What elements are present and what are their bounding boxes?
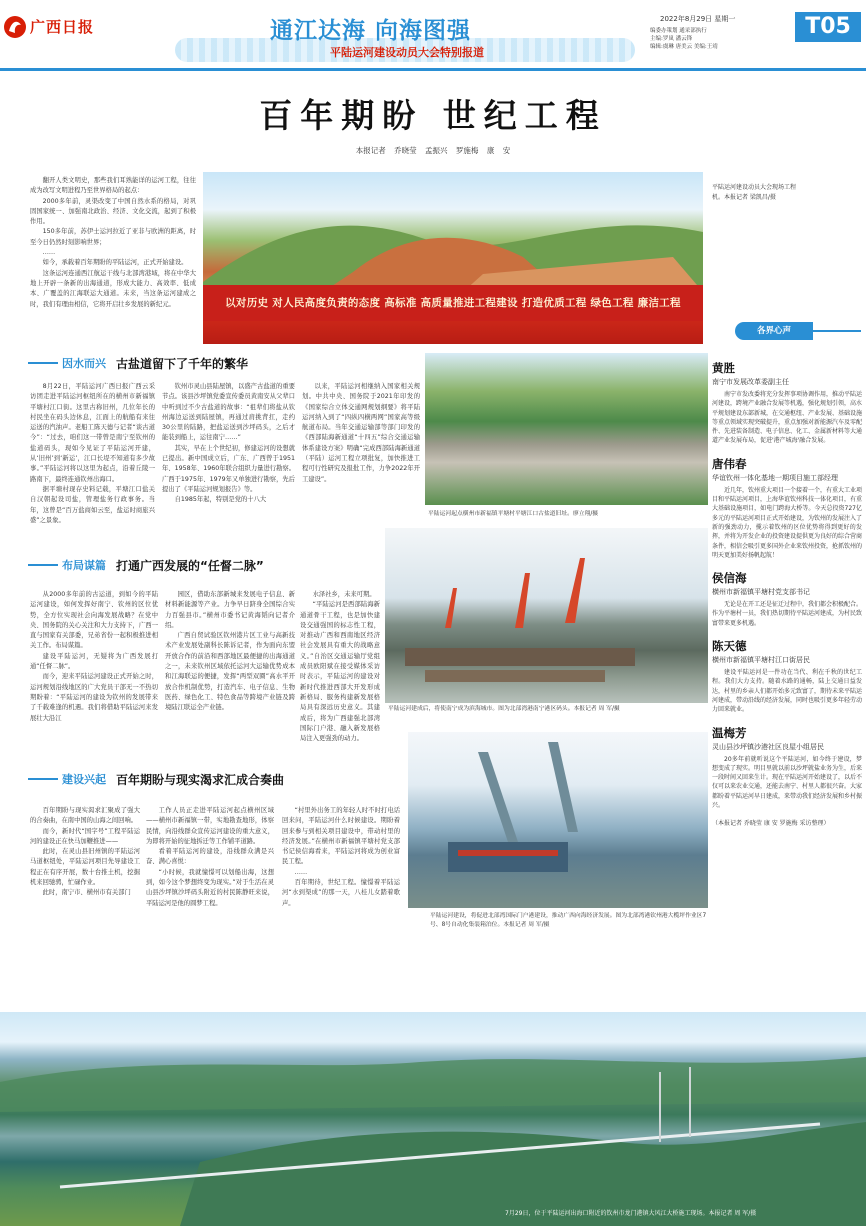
person-role: 横州市新福镇平塘村江口街居民 xyxy=(712,656,810,665)
container-terminal-photo xyxy=(408,732,708,908)
section-title: 百年期盼与现实渴求汇成合奏曲 xyxy=(116,772,285,787)
intro-paragraph: 如今，承载着百年期盼的平陆运河，正式开始建设。 xyxy=(42,259,188,267)
sidebar-badge: 各界心声 xyxy=(735,322,813,340)
paragraph: …… xyxy=(294,868,308,876)
logo-text: 广西日报 xyxy=(30,18,95,36)
article-column xyxy=(300,590,380,743)
intro-paragraph: 150多年前，苏伊士运河拉近了亚非与欧洲的距离，时至今日仍然时刻影响世界； xyxy=(30,228,196,246)
paragraph: 百年期盼与现实渴求汇聚成了强大的合奏曲，在南中国的山海之间回响。 xyxy=(30,807,140,825)
hero-banner: 以对历史 对人民高度负责的态度 高标准 高质量推进工程建设 打造优质工程 绿色工程 廉洁工程 xyxy=(203,285,703,321)
photo-caption: 平陆运河起点横州市新福镇平塘村平塘江口古盐道旧址。廖立翔/摄 xyxy=(428,511,599,517)
voice-entry xyxy=(712,360,862,446)
person-name: 陈天德 xyxy=(712,639,747,654)
person-quote: 南宁市发改委将充分发挥事项协调作用，推动平陆运河建设，跨境产业融合发展等机遇，强化规划引领，高水平规划建设东部新城，在交通枢纽、产业发展、基础设施等重点领域实现突破提升，重点加强对新能源汽车及零配件、先进装备制造、电子信息、化工、金属新材料等大通道产业发展布局，促进'港产城海'融合发展。 xyxy=(712,391,863,445)
voice-entry xyxy=(712,725,862,811)
person-name: 黄胜 xyxy=(712,361,735,375)
paragraph: 园区，借助东部新城来发展电子信息、新材料新能源等产业。力争早日跻身全国综合实力百强县市。”横州市委书记黄海韬向记者介绍。 xyxy=(165,591,295,629)
aerial-bridge-photo xyxy=(0,1012,866,1226)
logo-emblem-icon xyxy=(4,16,26,38)
town-photo xyxy=(425,353,708,505)
port-photo xyxy=(385,528,708,703)
intro-paragraph: 2000多年前，灵渠改变了中国自然水系的格局，对巩固国家统一、加强南北政治、经济、文化交流，起到了积极作用。 xyxy=(30,197,196,226)
section-rule xyxy=(28,564,58,566)
paragraph: 水泽社乡，未来可期。 xyxy=(312,591,376,598)
staff-credits xyxy=(650,27,790,51)
newspaper-logo xyxy=(4,14,104,40)
paragraph: 其实，早在上个世纪初，修建运河的设想就已提出。新中国成立后，广东、广西曾于1951年、1958年、1960年联合组织力量进行勘察。广西于1975年、1979年又单独进行勘察，先后提出了《平陆运河规划报告》等。 xyxy=(162,444,295,493)
person-role: 华谊钦州一体化基地一期项目施工部经理 xyxy=(712,473,838,482)
hero-photo xyxy=(203,172,703,344)
person-role: 灵山县沙坪镇沙港社区良屋小组居民 xyxy=(712,742,824,751)
paragraph: 从2000多年前的古运道，到如今的平陆运河建设，如何发挥好南宁、钦州的区位优势，全方位实现社会向海发展战略？在党中央、国务院的关心关注和大力支持下，广西一直与国家有关部委，兄弟省份一起积极推进相关工作。布局谋篇。 xyxy=(30,591,158,650)
voice-entry xyxy=(712,456,862,560)
paragraph: 百年期待，世纪工程。憧憬着平陆运河“水到渠成”的那一天，八桂儿女踏着歌声。 xyxy=(282,879,400,907)
voice-entry xyxy=(712,638,862,714)
person-quote: 近几年，钦州重大项目一个接着一个，有重大工业项目和平陆运河项目，上海华谊钦州科技一体化项目，有重大基础设施项目，如电门跨海大桥等。今天总投资727亿多元的平陆运河项目正式开始建设，为钦州的发展注入了新的强劲动力，揽示着钦州的区位优势将得到更好的发挥，并将为开发企业的投资建设提供更为良好的综合营商条件，相信会吸引更多国外企业来钦州投资，抢抓钦州的明天更加美好扬帆起航！ xyxy=(712,486,863,559)
paragraph: 建设平陆运河，无疑将为广西发展打通“任督二脉”。 xyxy=(30,652,158,671)
article-column xyxy=(30,590,158,750)
paragraph: 此时，在灵山县旧州镇的平陆运河马道枢纽处，平陆运河项目先导建设工程正在有序开展，数十台推土机，挖掘机来回驰骋，忙碌作业。 xyxy=(30,848,140,887)
section-tag: 因水而兴 xyxy=(62,357,106,370)
voice-entry xyxy=(712,570,862,628)
paragraph: 广西自贸试验区钦州港片区工业与高新技术产业发展处副科长陈诉记者，作为面向东盟开放合作的前沿和西部地区最便捷的出海通道之一，未来钦州区域依托运河大运输优势成本和江海联运的便捷，发挥“两型双圈”高水平开放合作机制优势，打造汽车、电子信息、生物医药、绿色化工、特色食品等跨境产业链及跨境陆江联运全产业链。 xyxy=(165,632,295,712)
article-column xyxy=(146,806,274,932)
staff-line: 编委办策划 通采部执行 xyxy=(650,28,707,34)
person-quote: 无论是在开工还是征迁过程中，我们都会积极配合。作为平塘村一员，我们热切期待平陆运河建成，为村民致富带来更多机遇。 xyxy=(712,601,863,627)
photo-caption: 平陆运河建设，将促进北部湾国际门户港建设，推动广西向海经济发展。图为北部湾港钦州港大榄坪作业区7号、8号自动化集装箱泊位。本报记者 周 军/摄 xyxy=(430,913,707,928)
paragraph: “村里外出务工的年轻人时不时打电话回来问，平陆运河什么时候建设。期盼着回来参与到相关项目建设中，带动村里的经济发展。”在横州市新福镇平塘村党支部书记侯信海看来，平陆运河将成为创业富民工程。 xyxy=(282,807,400,866)
main-headline: 百年期盼 世纪工程 xyxy=(259,96,607,135)
bridge-graphic xyxy=(0,1012,866,1226)
paragraph: “小时候，我就憧憬可以划船出海，这想到，如今这个梦想终变为现实。”对于生活在灵山县沙坪镇沙坪码头附近的村民陈静旺来说，平陆运河是他的圆梦工程。 xyxy=(146,868,274,907)
paragraph: 据平塘村现存史料记载，平塘江口盐关自汉朝起设司盐，管理盐务行政事务。当年，这曾是“百万盐商如云至，盐运时商旅兴盛”之景象。 xyxy=(30,485,155,524)
photo-caption: 平陆运河建成后，将使南宁成为滨海城市。图为北部湾港南宁港区码头。本报记者 周 军/摄 xyxy=(388,706,620,712)
article-column xyxy=(165,590,295,750)
article-column xyxy=(302,382,420,527)
section-tag: 建设兴起 xyxy=(62,773,106,786)
page-subtitle: 平陆运河建设动员大会特别报道 xyxy=(330,46,484,59)
masthead xyxy=(0,0,866,92)
section-rule xyxy=(28,362,58,364)
intro-text xyxy=(30,176,196,344)
hill-graphic xyxy=(203,202,703,292)
staff-line: 主编:罗岚 潘云锋 xyxy=(650,36,693,42)
person-role: 南宁市发展改革委副主任 xyxy=(712,378,789,386)
paragraph: 而今，新时代“国字号”工程平陆运河的建设正在快马加鞭推进—— xyxy=(30,827,140,845)
sidebar-voices xyxy=(712,360,862,1010)
badge-rule xyxy=(813,330,861,332)
intro-paragraph: …… xyxy=(42,249,56,257)
section-1-header xyxy=(62,353,248,373)
paragraph: 看着平陆运河的建设，沿线群众满是兴奋、满心喜悦： xyxy=(146,848,274,866)
masthead-rule xyxy=(0,68,866,71)
paragraph: 工作人员正走进平陆运河起点横州区域——横州市新福镇一带，实地勘查地形，体察民情，向沿线群众宣传运河建设的重大意义，为即将开始的征地拆迁等工作铺平道路。 xyxy=(146,807,274,845)
person-role: 横州市新福镇平塘村党支部书记 xyxy=(712,588,810,597)
article-column xyxy=(162,382,295,542)
intro-paragraph: 翻开人类文明史，那些我们耳熟能详的运河工程，往往成为改写文明进程乃至世界格局的起点： xyxy=(30,177,196,195)
person-name: 唐伟春 xyxy=(712,456,747,471)
section-rule xyxy=(28,778,58,780)
paragraph: “平陆运河是西部陆海新通道骨干工程，也是加快建设交通强国的标志性工程，对推动广西和西南地区经济社会发展具有重大的战略意义。”自治区交通运输厅党组成员欧阳斌在接受媒体采访时表示，平陆运河的建设对新时代推进西部大开发形成新格局、服务构建新发展格局具有深远历史意义。其建成后，将为广西建强北部湾国际门户港、融入新发展格局注入更强劲的动力。 xyxy=(300,601,380,743)
paragraph: 此时，南宁市、横州市有关部门 xyxy=(42,889,131,897)
intro-paragraph: 这条运河连通西江航运干线与北部湾港域，将在中华大地上开辟一条新的出海通道，形成大能力、高效率、低成本、广覆盖的江海联运大通道。未来，当这条运河建成之时，我们有理由相信，它将开启壮乡发展的新纪元。 xyxy=(30,269,196,308)
page-slogan: 通江达海 向海图强 xyxy=(270,17,472,44)
page-number: T05 xyxy=(795,12,861,42)
article-column xyxy=(282,806,400,932)
hero-caption: 平陆运河建设动员大会现场工程机。本报记者 梁凯昌/摄 xyxy=(712,184,797,201)
paragraph: 以来，平陆运河相继纳入国家相关规划。中共中央、国务院于2021年印发的《国家综合立体交通网规划纲要》将平陆运河纳入到了“四纵四横两网”国家高等级航道布局。当年交通运输部等部门印发的《西部陆海新通道“十四五”综合交通运输体系建设方案》明确“完成西部陆海新通道（平陆）运河工程立项批复，加快推进工程可行性研究及报批工作，力争2022年开工建设”。 xyxy=(302,383,420,483)
person-name: 温梅芳 xyxy=(712,725,747,740)
issue-date: 2022年8月29日 星期一 xyxy=(660,15,736,23)
section-tag: 布局谋篇 xyxy=(62,559,106,572)
staff-line: 编辑:虞琳 唐美云 美编:王靖 xyxy=(650,44,718,50)
sidebar-credit: （本报记者 乔晓莹 康 安 罗施梅 采访整理） xyxy=(712,820,830,828)
aerial-caption: 7月29日，位于平陆运河出海口附近的钦州市龙门港镇大风江大桥施工现场。本报记者 周 军/摄 xyxy=(505,1210,757,1217)
paragraph: 而今，迎来平陆运河建设正式开始之时，运河规划沿线地区的广大党员干部无一不热切期盼着：“平陆运河的建设为钦州的发展带来了千载难逢的机遇。我们将借助平陆运河来发展壮大沿江 xyxy=(30,673,158,722)
section-3-header xyxy=(62,769,284,789)
section-2-header xyxy=(62,555,264,575)
section-title: 古盐道留下了千年的繁华 xyxy=(116,356,249,371)
gantry-graphic xyxy=(408,732,708,908)
paragraph: 钦州市灵山县陆屋镇，以盛产古盐道的重要节点。该县沙坪镇党委宣传委员黄南安从父辈口中听到过不少古盐道的故事：“祖辈们将盐从钦州海边运送到陆屋镇，再通过肩挑背扛，走约30公里的陆路，把盐运送到沙坪码头，之后才能装到船上，运往南宁……” xyxy=(162,383,295,442)
person-quote: 建设平陆运河是一件功在当代、利在千秋的世纪工程。我们大力支持。随着水路的通畅，陆上交通日益发达，村里的乡亲人们都开始多元致富了，期待未来平陆运河建成，带动沿线的经济发展，同时也吸引更多年轻劳动力回来就业。 xyxy=(712,669,863,714)
paragraph: 自1985年起，特别是党的十八大 xyxy=(174,496,267,504)
person-quote: 20多年前就听说这个平陆运河，如今终于建设，梦想变成了现实。明目里就以前以沙坪就盐业务为生，后来一段时间又回来生计。现在平陆运河开始建设了，以后不仅可以来农业交通，还能去南宁、村里人都很兴奋。大家都盼着平陆运河早日建成，来带动我们经济发展和乡村振兴。 xyxy=(712,755,863,810)
article-column xyxy=(30,382,155,542)
crane-graphic xyxy=(385,528,708,703)
article-column xyxy=(30,806,140,932)
paragraph: 8月22日，平陆运河广西日报广西云采访团走进平陆运河枢纽所在的横州市新福镇平塘村江口街。这里古称旧州，几位年长的村民坐在码头边休息，江面上的航船有来往运送的汽油声。老船工陈天德与记者“谈古道今”：“过去，咱们这一带曾是南宁至钦州的盐道码头，现如今见证了平陆运河开建，从‘旧州’到‘新运’，江口长堤不知道有多少故事。”平陆运河将以这里为起点，沿着丘陵一路南下，最终连通钦州出海口。 xyxy=(30,383,155,483)
section-title: 打通广西发展的“任督二脉” xyxy=(116,558,264,573)
byline: 本报记者 乔晓莹 孟振兴 罗施梅 康 安 xyxy=(355,146,511,155)
person-name: 侯信海 xyxy=(712,571,747,586)
